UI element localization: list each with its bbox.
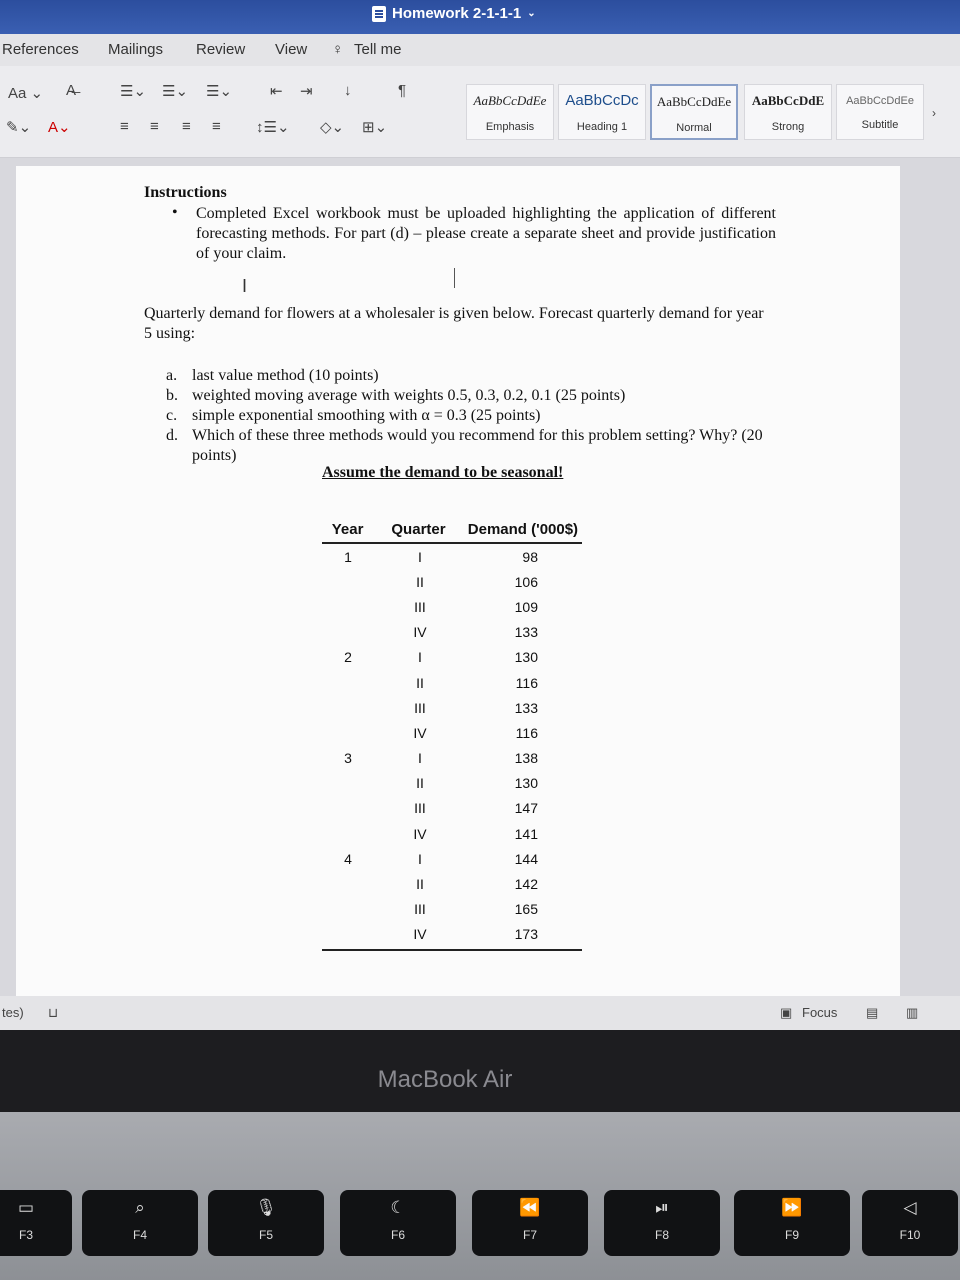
ribbon-tabs <box>0 34 960 66</box>
tell-me-search[interactable]: Tell me <box>354 41 402 58</box>
align-left-icon[interactable]: ≡ <box>120 118 129 135</box>
sort-icon[interactable]: ↓ <box>344 82 352 99</box>
key-f8[interactable]: ⏯ F8 <box>604 1190 720 1256</box>
header-year: Year <box>331 521 364 538</box>
problem-paragraph: Quarterly demand for flowers at a wholesaler is given below. Forecast quarterly demand for year 5 using: <box>144 305 764 342</box>
tab-view[interactable]: View <box>275 41 308 58</box>
table-row <box>322 594 582 619</box>
demand-cell: 116 <box>515 674 538 691</box>
style-normal[interactable]: AaBbCcDdEe Normal <box>650 84 738 140</box>
table-row <box>322 871 582 896</box>
document-page[interactable] <box>16 166 900 996</box>
key-f7[interactable]: ⏪ F7 <box>472 1190 588 1256</box>
quarter-cell: I <box>418 850 422 867</box>
document-canvas <box>0 158 960 996</box>
quarter-cell: II <box>416 775 424 792</box>
seasonal-note: Assume the demand to be seasonal! <box>322 464 564 481</box>
demand-cell: 130 <box>514 649 538 666</box>
table-row <box>322 720 582 745</box>
demand-cell: 130 <box>514 775 538 792</box>
print-layout-icon[interactable]: ▤ <box>866 1005 879 1020</box>
quarter-cell: IV <box>413 926 427 943</box>
status-bar <box>0 996 960 1030</box>
demand-table <box>322 518 582 951</box>
quarter-cell: I <box>418 649 422 666</box>
line-spacing-icon[interactable]: ↕☰⌄ <box>256 119 290 136</box>
search-icon: ⌕ <box>135 1198 145 1217</box>
shading-icon[interactable]: ◇⌄ <box>320 119 345 136</box>
bullet-icon: • <box>172 204 178 221</box>
quarter-cell: III <box>414 598 426 615</box>
demand-cell: 98 <box>522 548 538 565</box>
demand-cell: 106 <box>514 573 538 590</box>
chevron-right-icon[interactable]: › <box>932 106 936 120</box>
table-row <box>322 746 582 771</box>
table-header <box>322 518 582 544</box>
table-row <box>322 620 582 645</box>
title-bar <box>0 0 960 34</box>
table-row <box>322 922 582 947</box>
bullets-icon[interactable]: ☰⌄ <box>120 83 147 100</box>
quarter-cell: III <box>414 699 426 716</box>
demand-cell: 173 <box>514 926 538 943</box>
numbering-icon[interactable]: ☰⌄ <box>162 83 189 100</box>
quarter-cell: II <box>416 876 424 893</box>
clear-formatting-icon[interactable]: A̶ <box>66 82 77 99</box>
table-row <box>322 846 582 871</box>
demand-cell: 116 <box>515 724 538 741</box>
ibeam-cursor-icon: I <box>242 276 248 296</box>
list-item: b. weighted moving average with weights 0.5, 0.3, 0.2, 0.1 (25 points) <box>166 387 626 404</box>
status-text: tes) <box>2 1005 24 1020</box>
demand-cell: 138 <box>514 750 538 767</box>
quarter-cell: IV <box>413 624 427 641</box>
quarter-cell: II <box>416 674 424 691</box>
laptop-brand: MacBook Air <box>377 1066 513 1093</box>
demand-cell: 133 <box>514 624 538 641</box>
year-cell: 2 <box>344 649 352 666</box>
question-list <box>166 366 766 466</box>
play-pause-icon: ⏯ <box>655 1198 669 1217</box>
track-changes-icon[interactable]: ⊔ <box>48 1005 59 1020</box>
table-bottom-rule <box>322 949 582 951</box>
quarter-cell: III <box>414 800 426 817</box>
style-emphasis[interactable]: AaBbCcDdEe Emphasis <box>466 84 554 140</box>
demand-cell: 141 <box>514 825 538 842</box>
word-document-icon <box>372 6 386 22</box>
font-color-icon[interactable]: A⌄ <box>48 119 71 136</box>
web-layout-icon[interactable]: ▥ <box>906 1005 919 1020</box>
demand-cell: 133 <box>514 699 538 716</box>
demand-cell: 109 <box>514 598 538 615</box>
key-f4[interactable]: ⌕ F4 <box>82 1190 198 1256</box>
align-right-icon[interactable]: ≡ <box>182 118 191 135</box>
microphone-icon: 🎙 <box>255 1198 277 1217</box>
quarter-cell: II <box>416 573 424 590</box>
quarter-cell: IV <box>413 724 427 741</box>
key-f3[interactable]: ▭ F3 <box>0 1190 72 1256</box>
list-item: a. last value method (10 points) <box>166 367 379 384</box>
year-cell: 4 <box>344 850 352 867</box>
list-item: c. simple exponential smoothing with α = 0.3 (25 points) <box>166 407 541 424</box>
demand-cell: 144 <box>514 850 538 867</box>
year-cell: 3 <box>344 750 352 767</box>
justify-icon[interactable]: ≡ <box>212 118 221 135</box>
lightbulb-icon: ♀ <box>332 41 344 58</box>
quarter-cell: I <box>418 750 422 767</box>
highlight-icon[interactable]: ✎⌄ <box>6 119 32 136</box>
table-row <box>322 544 582 569</box>
rewind-icon: ⏪ <box>519 1198 541 1217</box>
instructions-bullet: Completed Excel workbook must be uploaded highlighting the application of different forecasting methods. For part (d) – please create a separate sheet and provide justification of your claim. <box>196 205 776 262</box>
pilcrow-icon[interactable]: ¶ <box>398 82 407 99</box>
align-center-icon[interactable]: ≡ <box>150 118 159 135</box>
table-row <box>322 569 582 594</box>
key-f10[interactable]: ◁ F10 <box>862 1190 958 1256</box>
tab-references[interactable]: References <box>2 41 79 58</box>
decrease-indent-icon[interactable]: ⇤ <box>270 83 283 100</box>
year-cell: 1 <box>344 548 352 565</box>
style-heading-1[interactable]: AaBbCcDc Heading 1 <box>558 84 646 140</box>
change-case-icon[interactable]: Aa ⌄ <box>8 85 44 102</box>
header-demand: Demand ('000$) <box>467 521 579 538</box>
chevron-down-icon: ⌄ <box>527 8 536 19</box>
style-subtitle[interactable]: AaBbCcDdEe Subtitle <box>836 84 924 140</box>
table-row <box>322 897 582 922</box>
key-f9[interactable]: ⏩ F9 <box>734 1190 850 1256</box>
moon-icon: ☾ <box>390 1198 406 1217</box>
window-title[interactable]: Homework 2-1-1-1 ⌄ <box>372 5 536 22</box>
focus-mode-icon[interactable]: ▣ <box>780 1005 793 1020</box>
quarter-cell: III <box>414 901 426 918</box>
quarter-cell: IV <box>413 825 427 842</box>
focus-button[interactable]: Focus <box>802 1005 838 1020</box>
borders-icon[interactable]: ⊞⌄ <box>362 119 388 136</box>
instructions-heading: Instructions <box>144 184 227 201</box>
table-body <box>322 544 582 947</box>
quarter-cell: I <box>418 548 422 565</box>
table-row <box>322 695 582 720</box>
list-item: d. Which of these three methods would you recommend for this problem setting? Why? (20 points) <box>166 427 763 464</box>
table-row <box>322 645 582 670</box>
fast-forward-icon: ⏩ <box>781 1198 803 1217</box>
demand-cell: 165 <box>514 901 538 918</box>
tab-mailings[interactable]: Mailings <box>108 41 164 58</box>
multilevel-list-icon[interactable]: ☰⌄ <box>206 83 233 100</box>
key-f5[interactable]: 🎙 F5 <box>208 1190 324 1256</box>
header-quarter: Quarter <box>391 521 446 538</box>
tab-review[interactable]: Review <box>196 41 246 58</box>
mission-control-icon: ▭ <box>17 1198 35 1217</box>
table-row <box>322 771 582 796</box>
table-row <box>322 796 582 821</box>
table-row <box>322 670 582 695</box>
ribbon-toolbar <box>0 66 960 158</box>
table-row <box>322 821 582 846</box>
demand-cell: 147 <box>514 800 538 817</box>
increase-indent-icon[interactable]: ⇥ <box>300 83 313 100</box>
mute-icon: ◁ <box>903 1198 917 1217</box>
demand-cell: 142 <box>514 876 538 893</box>
text-caret <box>454 268 455 288</box>
key-f6[interactable]: ☾ F6 <box>340 1190 456 1256</box>
style-strong[interactable]: AaBbCcDdE Strong <box>744 84 832 140</box>
